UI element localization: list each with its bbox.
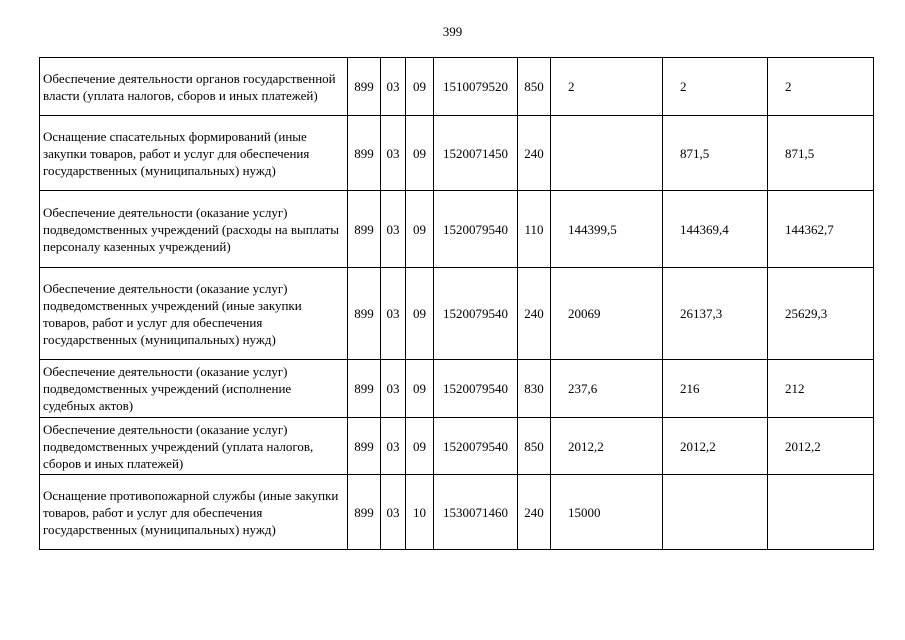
amount-year-1: 237,6 [551,360,663,418]
table-row [40,116,874,191]
amount-year-3: 2012,2 [768,418,874,475]
subsection-code: 09 [406,268,434,360]
subsection-code: 09 [406,418,434,475]
subsection-code: 09 [406,58,434,116]
amount-year-2: 871,5 [663,116,768,191]
expense-type-code: 240 [518,268,551,360]
expense-name: Оснащение спасательных формирований (иные закупки товаров, работ и услуг для обеспечения государственных (муниципальных) нужд) [40,116,348,191]
amount-year-1: 144399,5 [551,191,663,268]
section-code: 03 [381,116,406,191]
amount-year-2: 2012,2 [663,418,768,475]
ministry-code: 899 [348,475,381,550]
ministry-code: 899 [348,268,381,360]
ministry-code: 899 [348,418,381,475]
expense-name: Обеспечение деятельности органов государственной власти (уплата налогов, сборов и иных платежей) [40,58,348,116]
section-code: 03 [381,58,406,116]
ministry-code: 899 [348,58,381,116]
amount-year-3: 212 [768,360,874,418]
amount-year-2 [663,475,768,550]
target-article-code: 1520079540 [434,418,518,475]
subsection-code: 09 [406,116,434,191]
expense-type-code: 850 [518,58,551,116]
section-code: 03 [381,191,406,268]
expense-type-code: 850 [518,418,551,475]
amount-year-3: 25629,3 [768,268,874,360]
ministry-code: 899 [348,116,381,191]
amount-year-2: 216 [663,360,768,418]
amount-year-3: 2 [768,58,874,116]
amount-year-3 [768,475,874,550]
target-article-code: 1520079540 [434,268,518,360]
expense-name: Обеспечение деятельности (оказание услуг) подведомственных учреждений (расходы на выплаты персоналу казенных учреждений) [40,191,348,268]
expense-name: Обеспечение деятельности (оказание услуг) подведомственных учреждений (уплата налогов, сборов и иных платежей) [40,418,348,475]
section-code: 03 [381,418,406,475]
amount-year-2: 2 [663,58,768,116]
table-row [40,418,874,475]
ministry-code: 899 [348,360,381,418]
table-row [40,360,874,418]
target-article-code: 1520079540 [434,360,518,418]
expense-name: Обеспечение деятельности (оказание услуг) подведомственных учреждений (исполнение судебных актов) [40,360,348,418]
amount-year-1 [551,116,663,191]
amount-year-1: 20069 [551,268,663,360]
table-row [40,268,874,360]
amount-year-2: 144369,4 [663,191,768,268]
amount-year-1: 2012,2 [551,418,663,475]
amount-year-3: 144362,7 [768,191,874,268]
page-number: 399 [442,24,463,39]
expense-type-code: 830 [518,360,551,418]
amount-year-1: 2 [551,58,663,116]
amount-year-3: 871,5 [768,116,874,191]
expense-type-code: 240 [518,475,551,550]
subsection-code: 10 [406,475,434,550]
expense-name: Оснащение противопожарной службы (иные закупки товаров, работ и услуг для обеспечения государственных (муниципальных) нужд) [40,475,348,550]
amount-year-2: 26137,3 [663,268,768,360]
section-code: 03 [381,360,406,418]
subsection-code: 09 [406,191,434,268]
amount-year-1: 15000 [551,475,663,550]
section-code: 03 [381,475,406,550]
ministry-code: 899 [348,191,381,268]
expense-type-code: 110 [518,191,551,268]
target-article-code: 1520079540 [434,191,518,268]
budget-table [39,57,874,550]
target-article-code: 1530071460 [434,475,518,550]
target-article-code: 1520071450 [434,116,518,191]
table-row [40,475,874,550]
table-row [40,191,874,268]
expense-type-code: 240 [518,116,551,191]
table-row [40,58,874,116]
section-code: 03 [381,268,406,360]
expense-name: Обеспечение деятельности (оказание услуг) подведомственных учреждений (иные закупки товаров, работ и услуг для обеспечения государственных (муниципальных) нужд) [40,268,348,360]
subsection-code: 09 [406,360,434,418]
target-article-code: 1510079520 [434,58,518,116]
